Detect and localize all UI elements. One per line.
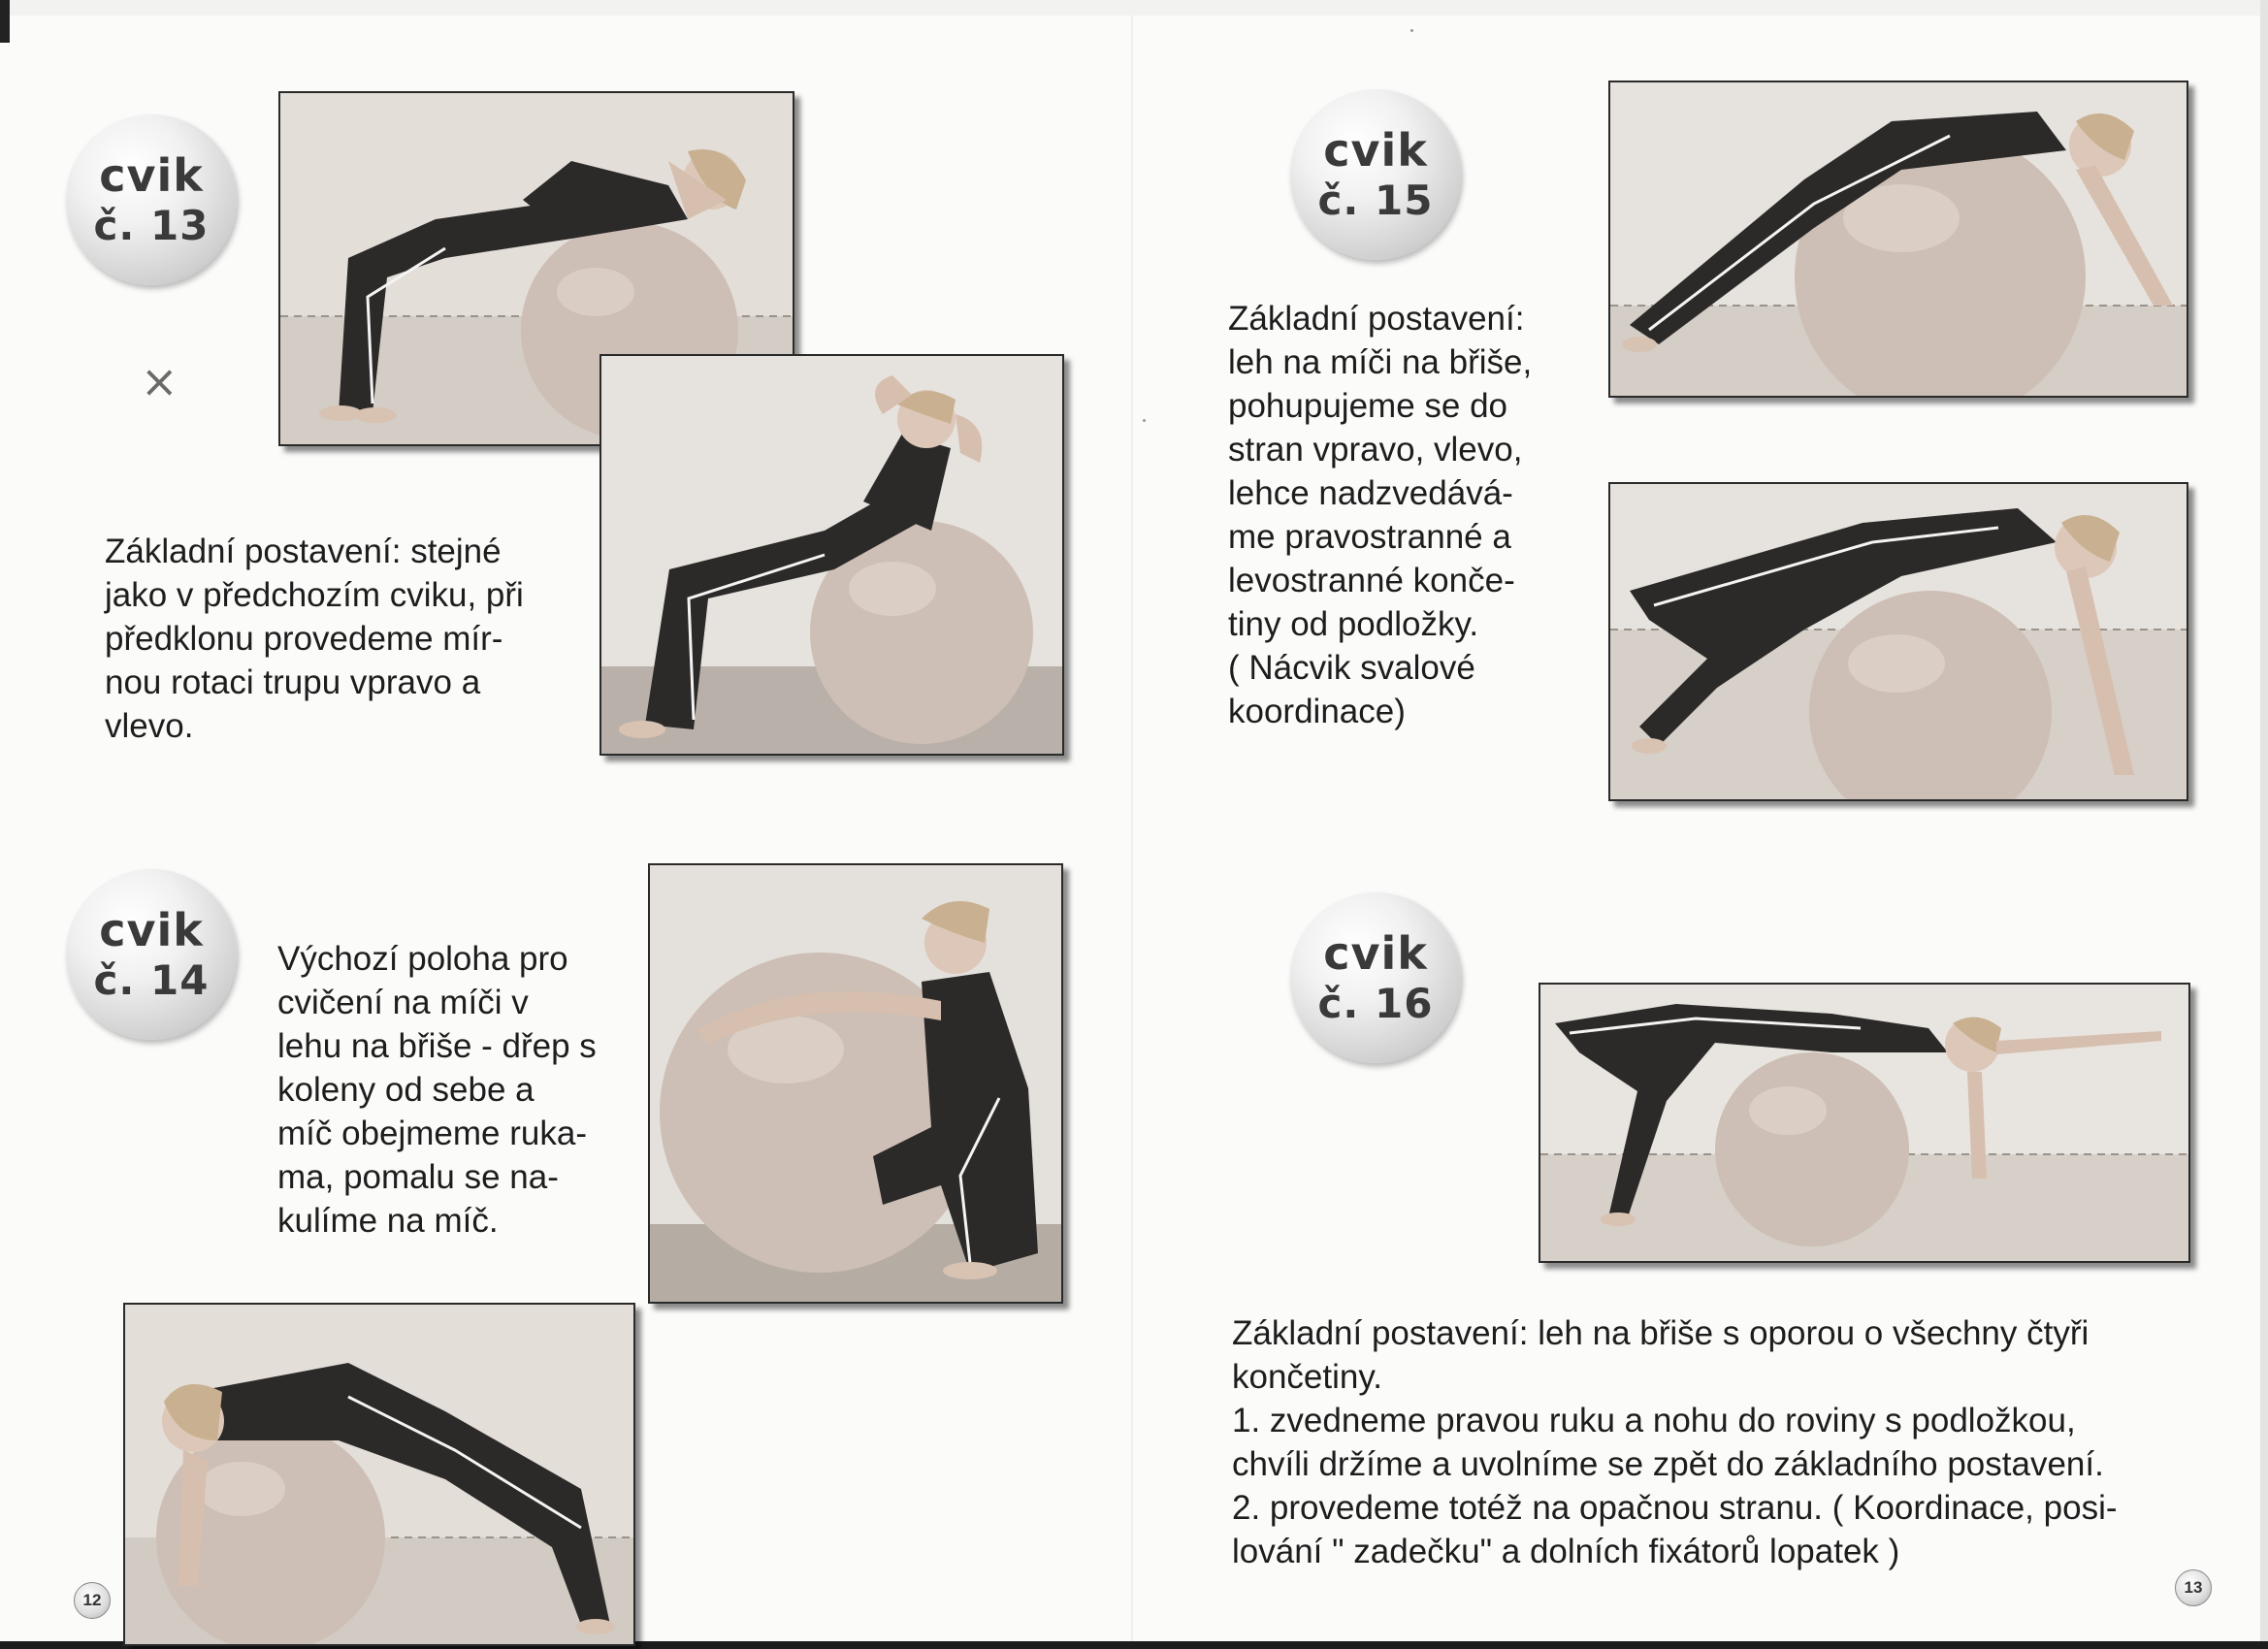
scan-left-mark — [0, 0, 10, 43]
description-line: ma, pomalu se na- — [277, 1158, 559, 1196]
exercise-13-badge — [66, 114, 237, 285]
photo-illustration — [650, 865, 1061, 1302]
photo-illustration — [1610, 82, 2187, 396]
description-line: nou rotaci trupu vpravo a — [105, 663, 481, 701]
page-gutter — [1131, 16, 1133, 1641]
description-line: me pravostranné a — [1228, 518, 1511, 556]
exercise-15-photo-prone-extended — [1608, 81, 2188, 398]
description-line: Výchozí poloha pro — [277, 940, 568, 978]
description-line: ( Nácvik svalové — [1228, 649, 1475, 687]
description-line: míč obejmeme ruka- — [277, 1115, 587, 1152]
exercise-15-description — [1228, 297, 1570, 733]
description-line: leh na míči na břiše, — [1228, 343, 1533, 381]
scan-dot — [1410, 29, 1413, 32]
exercise-16-description — [1232, 1311, 2188, 1573]
exercise-16-badge — [1290, 892, 1461, 1063]
description-line: Základní postavení: stejné — [105, 533, 502, 570]
badge-number: č. 13 — [93, 202, 210, 249]
photo-illustration — [1540, 985, 2188, 1261]
description-line: jako v předchozím cviku, při — [105, 576, 524, 614]
description-line: lehce nadzvedává- — [1228, 474, 1513, 512]
badge-number: č. 14 — [93, 956, 210, 1004]
description-line: lehu na břiše - dřep s — [277, 1027, 597, 1065]
photo-illustration — [125, 1305, 633, 1644]
description-line: Základní postavení: leh na břiše s oporou o všechny čtyři — [1232, 1314, 2090, 1352]
description-line: koleny od sebe a — [277, 1071, 535, 1109]
description-line: tiny od podložky. — [1228, 605, 1479, 643]
badge-word: cvik — [99, 149, 204, 202]
page-number-right: 13 — [2175, 1569, 2212, 1606]
badge-word: cvik — [99, 904, 204, 956]
description-line: 1. zvedneme pravou ruku a nohu do roviny s podložkou, — [1232, 1402, 2076, 1439]
description-line: lování " zadečku" a dolních fixátorů lopatek ) — [1232, 1533, 1900, 1570]
badge-number: č. 15 — [1317, 177, 1434, 224]
exercise-15-badge — [1290, 89, 1461, 260]
exercise-15-photo-leg-lift — [1608, 482, 2188, 801]
scan-top-edge — [0, 0, 2268, 16]
description-line: levostranné konče- — [1228, 562, 1515, 599]
badge-number: č. 16 — [1317, 980, 1434, 1027]
description-line: vlevo. — [105, 707, 194, 745]
exercise-14-photo-squat-hug — [648, 863, 1063, 1304]
scan-right-edge — [2260, 0, 2268, 1649]
exercise-14-badge — [66, 869, 237, 1040]
description-line: stran vpravo, vlevo, — [1228, 431, 1523, 469]
description-line: pohupujeme se do — [1228, 387, 1507, 425]
description-line: předklonu provedeme mír- — [105, 620, 503, 658]
description-line: cvičení na míči v — [277, 984, 529, 1021]
exercise-14-photo-prone-on-ball — [123, 1303, 635, 1646]
exercise-13-photo-crunch-rotation — [599, 354, 1064, 756]
description-line: kulíme na míč. — [277, 1202, 499, 1240]
photo-illustration — [1610, 484, 2187, 799]
description-line: chvíli držíme a uvolníme se zpět do základního postavení. — [1232, 1445, 2104, 1483]
exercise-16-photo-opposite-lift — [1539, 983, 2190, 1263]
description-line: 2. provedeme totéž na opačnou stranu. ( Koordinace, posi- — [1232, 1489, 2118, 1527]
exercise-14-description — [277, 937, 612, 1243]
badge-word: cvik — [1323, 927, 1428, 980]
page-number-left: 12 — [74, 1582, 111, 1619]
description-line: Základní postavení: — [1228, 300, 1525, 338]
badge-word: cvik — [1323, 124, 1428, 177]
pen-mark: × — [141, 355, 178, 407]
description-line: koordinace) — [1228, 693, 1406, 730]
scan-dot — [1143, 419, 1146, 422]
photo-illustration — [601, 356, 1062, 754]
description-line: končetiny. — [1232, 1358, 1382, 1396]
exercise-13-description — [105, 530, 563, 748]
